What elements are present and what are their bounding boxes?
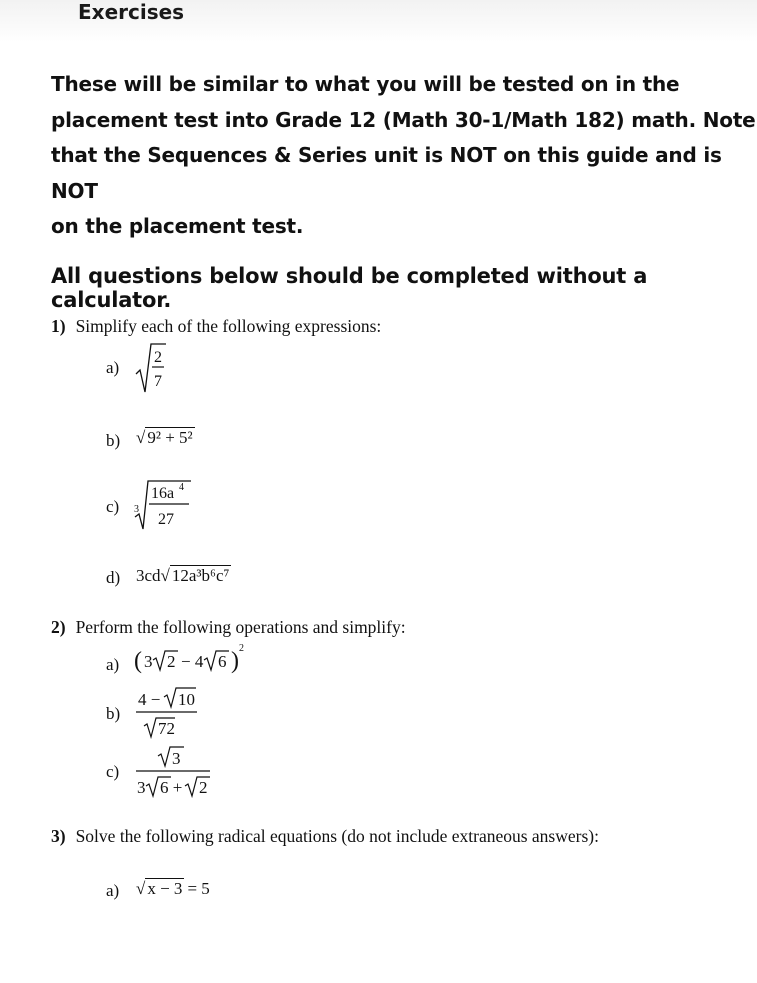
svg-text:(: ( (134, 648, 142, 674)
svg-text:− 4: − 4 (181, 652, 204, 671)
q3a-radicand: x − 3 (147, 879, 183, 898)
q3a-rhs: = 5 (187, 879, 210, 898)
q3a-expression (136, 879, 210, 899)
q2b-label: b) (106, 704, 121, 723)
question-text: Simplify each of the following expressions: (75, 316, 382, 336)
svg-text:3: 3 (144, 652, 153, 671)
q2b-expression (134, 685, 200, 746)
svg-text:2: 2 (199, 778, 208, 797)
cube-root-fraction-graphic (131, 477, 201, 533)
q1b-label: b) (106, 431, 121, 450)
q2c-label: c) (106, 762, 120, 781)
q1c-label: c) (106, 497, 120, 516)
q1a-label: a) (106, 358, 120, 377)
question-number: 1) (51, 316, 66, 336)
q1a-den: 7 (154, 373, 162, 390)
svg-text:4 −: 4 − (138, 690, 161, 709)
question-1-heading (51, 316, 381, 337)
intro-line: placement test into Grade 12 (Math 30-1/Math 182) math. Note (51, 107, 756, 132)
intro-paragraph (51, 67, 757, 245)
svg-text:6 +: 6 + (160, 778, 183, 797)
svg-text:6: 6 (218, 652, 227, 671)
q1a-num: 2 (154, 349, 162, 366)
q1a-expression (134, 340, 168, 401)
question-text: Solve the following radical equations (do not include extraneous answers): (75, 826, 599, 846)
q1d-radicand: 12a³b⁶c⁷ (171, 566, 230, 585)
svg-text:2: 2 (239, 643, 244, 654)
q1c-num: 16a (151, 485, 175, 502)
q3a-label: a) (106, 881, 120, 900)
q2c-expression (134, 742, 214, 805)
sqrt-icon: √ (160, 566, 170, 585)
q1d-expression (136, 566, 231, 586)
svg-text:10: 10 (178, 690, 195, 709)
svg-text:2: 2 (167, 652, 176, 671)
root-index: 3 (134, 504, 139, 515)
q1c-den: 27 (158, 511, 174, 528)
q1d-coefficient: 3cd (136, 566, 161, 585)
question-3-heading (51, 826, 599, 847)
q1d-label: d) (106, 568, 121, 587)
q1c-expression (131, 477, 201, 538)
fraction-graphic (134, 742, 214, 800)
question-number: 3) (51, 826, 66, 846)
intro-line: that the Sequences & Series unit is NOT on this guide and is NOT (51, 143, 722, 203)
svg-text:3: 3 (137, 778, 146, 797)
question-2-heading (51, 617, 406, 638)
sqrt-fraction-graphic (134, 340, 168, 396)
q1b-expression (136, 428, 195, 448)
fraction-graphic (134, 685, 200, 741)
question-number: 2) (51, 617, 66, 637)
svg-text:): ) (231, 648, 239, 674)
q2a-label: a) (106, 655, 120, 674)
q1b-radicand: 9² + 5² (147, 428, 193, 447)
calculator-note: All questions below should be completed without a calculator. (51, 264, 648, 312)
svg-text:3: 3 (172, 749, 181, 768)
svg-text:72: 72 (158, 719, 175, 738)
page-title: Exercises (78, 0, 185, 24)
intro-line: These will be similar to what you will be tested on in the (51, 72, 680, 96)
sqrt-icon: √ (136, 879, 146, 898)
q2a-expression (134, 642, 244, 683)
svg-text:4: 4 (179, 482, 184, 493)
question-text: Perform the following operations and simplify: (75, 617, 406, 637)
squared-binomial-graphic (134, 642, 244, 678)
sqrt-icon: √ (136, 428, 146, 447)
intro-line: on the placement test. (51, 214, 304, 238)
